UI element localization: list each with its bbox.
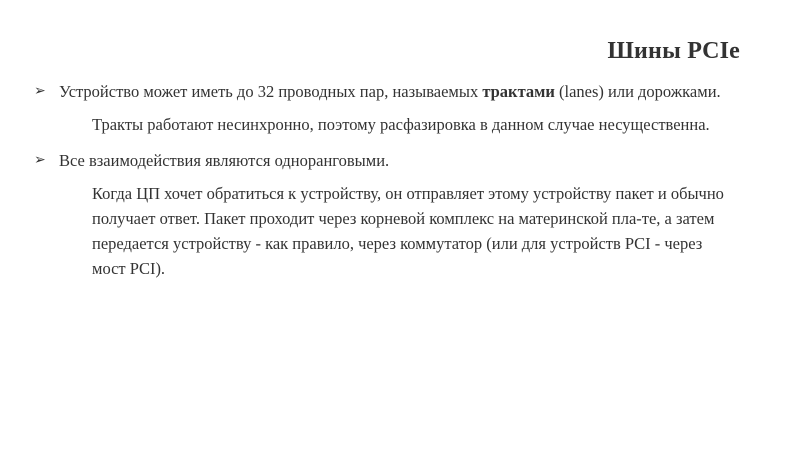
bullet-text-before: Устройство может иметь до 32 проводных пар, называемых xyxy=(59,82,483,101)
arrow-bullet-icon: ➢ xyxy=(34,83,46,99)
bullet-text: Все взаимодействия являются одноранговыми. xyxy=(59,151,390,170)
sub-paragraph-packet: Когда ЦП хочет обратиться к устройству, он отправляет этому устройству пакет и обычно получает ответ. Пакет проходит через корневой комплекс на материнской пла-те, а затем передается устройству - как правило, через коммутатор (или для устройств PCI - через мост PCI). xyxy=(92,184,724,278)
sub-paragraph-async: Тракты работают несинхронно, поэтому расфазировка в данном случае несущественна. xyxy=(92,115,710,134)
slide-content xyxy=(34,79,734,281)
slide-title: Шины PCIe xyxy=(607,38,740,64)
bullet-item-lanes xyxy=(34,79,734,104)
bullet-text-bold: трактами xyxy=(482,82,555,101)
arrow-bullet-icon: ➢ xyxy=(34,152,46,168)
bullet-item-peer xyxy=(34,148,734,173)
bullet-text-after: (lanes) или дорожками. xyxy=(554,82,721,101)
